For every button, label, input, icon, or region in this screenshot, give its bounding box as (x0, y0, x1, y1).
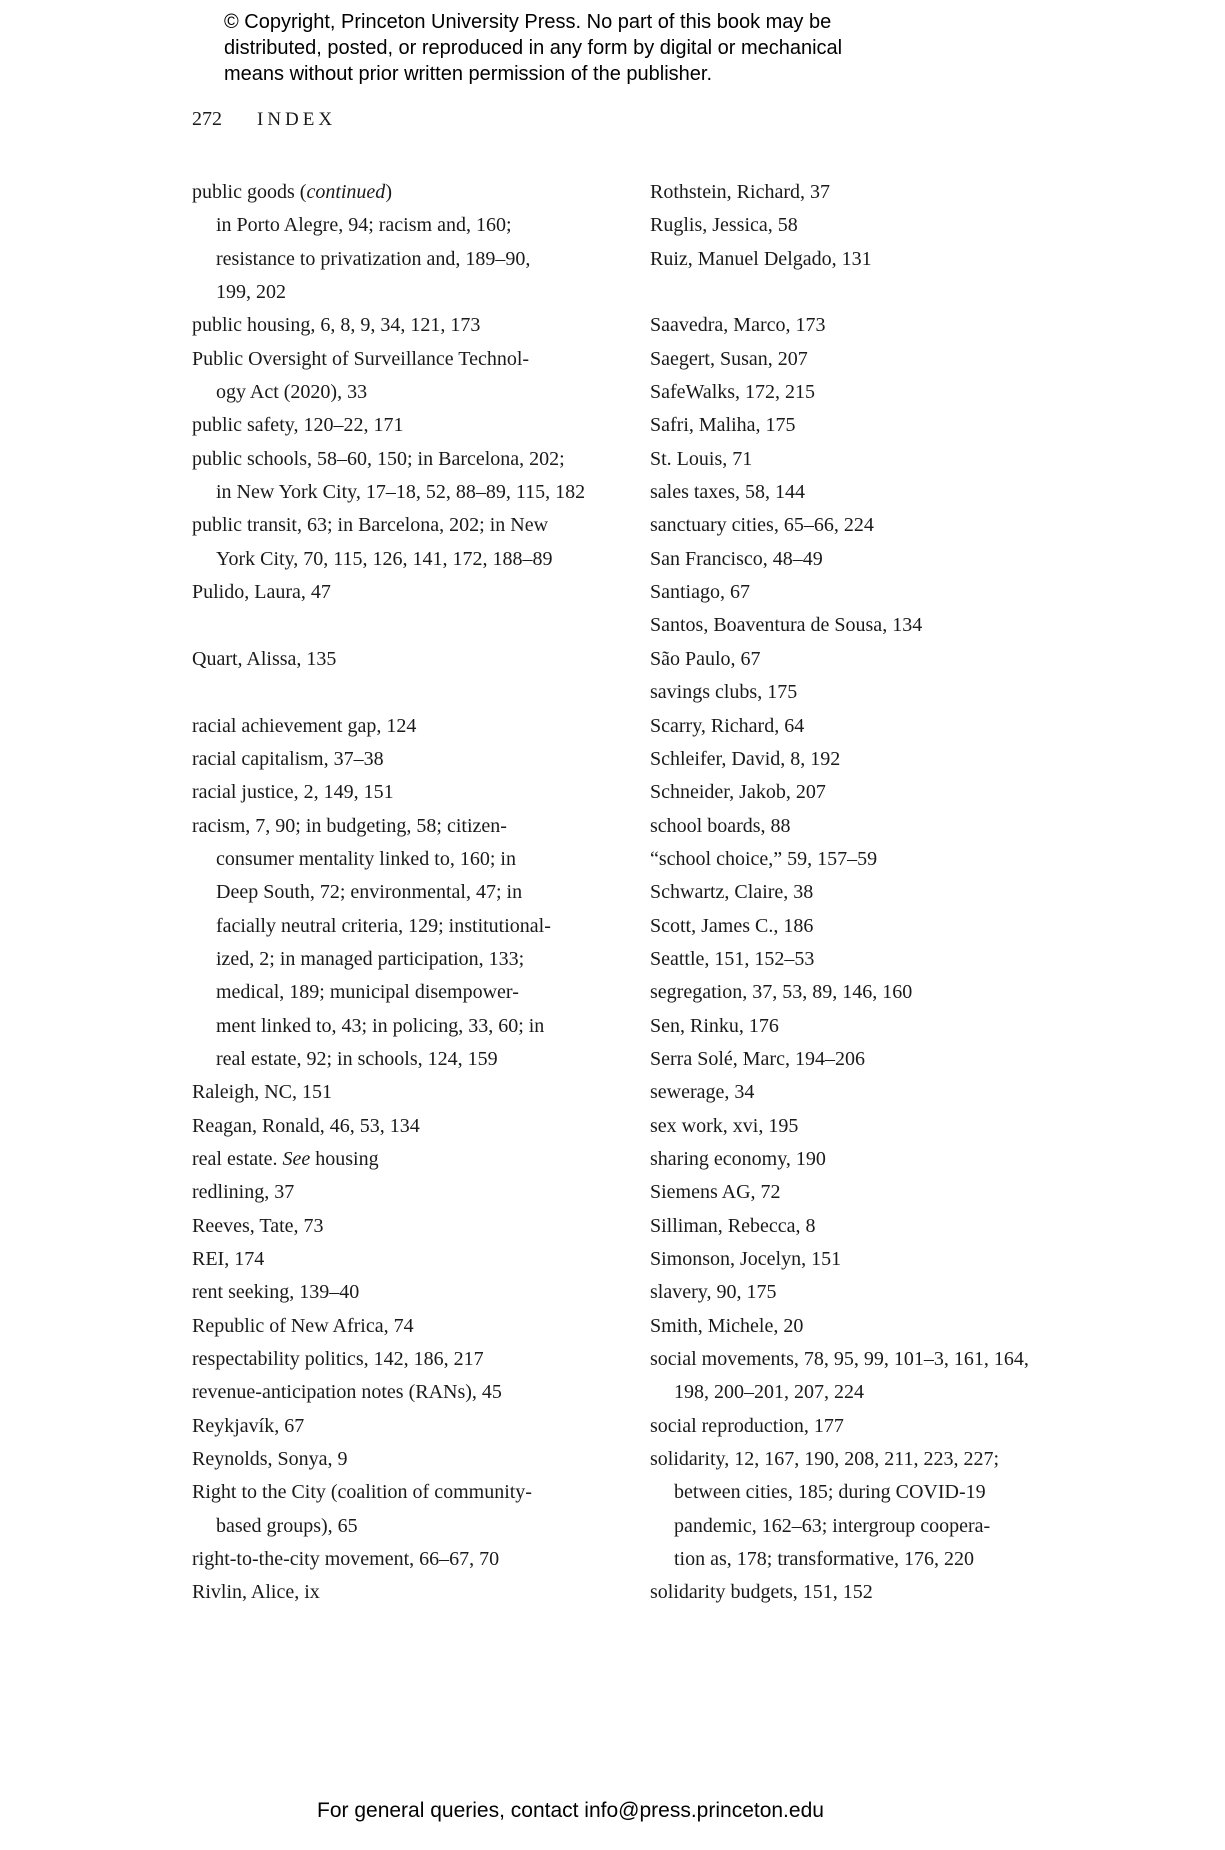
index-line-text: solidarity, 12, 167, 190, 208, 211, 223, 227; (650, 1448, 1000, 1471)
index-line-text: continued (306, 181, 386, 203)
index-line (192, 309, 585, 342)
index-line-text: between cities, 185; during COVID-19 (674, 1481, 986, 1504)
section-title: INDEX (257, 109, 337, 130)
index-line-text: in Porto Alegre, 94; racism and, 160; (216, 214, 512, 237)
index-line-text: Ruglis, Jessica, 58 (650, 214, 798, 237)
index-line-text: solidarity budgets, 151, 152 (650, 1581, 873, 1604)
index-line-text: Smith, Michele, 20 (650, 1314, 804, 1337)
index-line (650, 1310, 1029, 1343)
index-line-text: Saegert, Susan, 207 (650, 347, 808, 370)
index-line (192, 343, 585, 376)
index-line-text: Silliman, Rebecca, 8 (650, 1214, 816, 1237)
index-line (650, 609, 1029, 642)
index-line-text: Schleifer, David, 8, 192 (650, 747, 841, 770)
index-line (192, 543, 585, 576)
index-line (650, 643, 1029, 676)
footer-contact-text: For general queries, contact info@press.princeton.edu (317, 1799, 824, 1822)
index-line-text: Siemens AG, 72 (650, 1181, 781, 1204)
index-line (192, 843, 585, 876)
index-line (192, 1176, 585, 1209)
index-line-text: pandemic, 162–63; intergroup coopera- (674, 1514, 991, 1537)
index-line (650, 976, 1029, 1009)
index-line (192, 209, 585, 242)
copyright-line: means without prior written permission of the publisher. (224, 63, 713, 85)
index-line-text: real estate, 92; in schools, 124, 159 (216, 1047, 498, 1070)
index-line-text: Reykjavík, 67 (192, 1414, 305, 1437)
index-line (192, 1376, 585, 1409)
index-line-text: Rivlin, Alice, ix (192, 1581, 320, 1604)
index-line-text: San Francisco, 48–49 (650, 547, 823, 570)
index-line-text: school boards, 88 (650, 814, 791, 837)
index-line (650, 1243, 1029, 1276)
index-line (650, 1343, 1029, 1376)
index-line (192, 1110, 585, 1143)
index-line (192, 376, 585, 409)
index-line-text: tion as, 178; transformative, 176, 220 (674, 1548, 974, 1571)
index-line (192, 176, 585, 209)
index-line (192, 1043, 585, 1076)
index-line-text: in New York City, 17–18, 52, 88–89, 115, 182 (216, 481, 586, 504)
index-line (650, 1210, 1029, 1243)
index-line-text: public schools, 58–60, 150; in Barcelona, 202; (192, 447, 565, 470)
index-line (192, 1443, 585, 1476)
index-line-text: sanctuary cities, 65–66, 224 (650, 514, 874, 537)
index-line (650, 443, 1029, 476)
index-line-text: public transit, 63; in Barcelona, 202; in New (192, 514, 549, 537)
index-line-text: “school choice,” 59, 157–59 (650, 847, 878, 870)
index-line (192, 1543, 585, 1576)
index-line-text: 198, 200–201, 207, 224 (674, 1381, 864, 1404)
index-left-column (192, 176, 585, 1610)
index-line (650, 776, 1029, 809)
index-line (650, 376, 1029, 409)
index-line (650, 543, 1029, 576)
copyright-notice (224, 9, 842, 87)
index-line-text: based groups), 65 (216, 1514, 358, 1537)
index-line (192, 476, 585, 509)
index-line-text: racism, 7, 90; in budgeting, 58; citizen- (192, 814, 507, 837)
index-line-text: Safri, Maliha, 175 (650, 414, 796, 437)
index-line-text: Reeves, Tate, 73 (192, 1214, 324, 1237)
index-line-text: Reagan, Ronald, 46, 53, 134 (192, 1114, 420, 1137)
copyright-line: distributed, posted, or reproduced in any form by digital or mechanical (224, 37, 843, 59)
index-line (650, 876, 1029, 909)
index-line-text: Schneider, Jakob, 207 (650, 781, 826, 804)
index-line (650, 509, 1029, 542)
index-line-text: Santiago, 67 (650, 581, 750, 604)
index-line (650, 843, 1029, 876)
index-line (192, 710, 585, 743)
index-line-text: resistance to privatization and, 189–90, (216, 247, 531, 270)
index-line (650, 243, 1029, 276)
index-line (650, 476, 1029, 509)
index-line (650, 343, 1029, 376)
index-line-text: SafeWalks, 172, 215 (650, 381, 816, 404)
index-line-text: Santos, Boaventura de Sousa, 134 (650, 614, 923, 637)
index-line (192, 1210, 585, 1243)
index-line (650, 309, 1029, 342)
index-line-blank (650, 276, 1029, 309)
index-line-text: ized, 2; in managed participation, 133; (216, 947, 525, 970)
page-number: 272 (192, 108, 222, 130)
index-line-text: rent seeking, 139–40 (192, 1281, 360, 1304)
index-line-text: Scott, James C., 186 (650, 914, 814, 937)
index-line (192, 1576, 585, 1609)
index-line-text: REI, 174 (192, 1248, 265, 1270)
index-line-text: Right to the City (coalition of community- (192, 1481, 532, 1504)
index-line (192, 509, 585, 542)
index-right-column (650, 176, 1029, 1610)
index-line-text: sales taxes, 58, 144 (650, 481, 805, 504)
index-line-text: facially neutral criteria, 129; institutional- (216, 914, 551, 937)
index-line (192, 1243, 585, 1276)
index-line-text: Quart, Alissa, 135 (192, 647, 337, 670)
index-line-text: St. Louis, 71 (650, 447, 753, 470)
index-line-text: respectability politics, 142, 186, 217 (192, 1348, 484, 1371)
index-line-text: racial capitalism, 37–38 (192, 747, 384, 770)
index-line (650, 1376, 1029, 1409)
index-line-text: real estate. (192, 1147, 283, 1170)
index-line (650, 810, 1029, 843)
index-line (192, 243, 585, 276)
index-line-text: slavery, 90, 175 (650, 1281, 777, 1304)
index-line (192, 743, 585, 776)
index-line-text: racial justice, 2, 149, 151 (192, 781, 394, 804)
index-line-text: Scarry, Richard, 64 (650, 714, 805, 737)
index-line-text: Republic of New Africa, 74 (192, 1314, 414, 1337)
index-line (650, 1076, 1029, 1109)
index-line (650, 943, 1029, 976)
index-line-text: redlining, 37 (192, 1181, 295, 1204)
index-line (192, 1510, 585, 1543)
index-line-blank (192, 609, 585, 642)
index-line-text: sex work, xvi, 195 (650, 1114, 799, 1137)
index-line (192, 443, 585, 476)
index-line-text: Simonson, Jocelyn, 151 (650, 1248, 842, 1270)
index-line (192, 810, 585, 843)
index-line (192, 643, 585, 676)
index-line (650, 1476, 1029, 1509)
index-line (650, 1276, 1029, 1309)
index-line (650, 1043, 1029, 1076)
copyright-line: © Copyright, Princeton University Press. No part of this book may be (224, 11, 832, 33)
index-line-text: savings clubs, 175 (650, 681, 798, 704)
index-line-text: public safety, 120–22, 171 (192, 414, 404, 437)
index-line-text: revenue-anticipation notes (RANs), 45 (192, 1381, 502, 1404)
index-line-text: See (282, 1147, 311, 1170)
index-line-text: right-to-the-city movement, 66–67, 70 (192, 1548, 500, 1571)
index-line-text: segregation, 37, 53, 89, 146, 160 (650, 981, 913, 1004)
index-line-text: housing (310, 1147, 379, 1170)
index-line (192, 1143, 585, 1176)
index-line-text: Rothstein, Richard, 37 (650, 181, 830, 203)
index-line (192, 576, 585, 609)
index-line-text: social reproduction, 177 (650, 1414, 844, 1437)
index-line (650, 1110, 1029, 1143)
index-line (192, 776, 585, 809)
index-line (192, 876, 585, 909)
index-line (192, 1310, 585, 1343)
index-line (650, 1543, 1029, 1576)
index-line (192, 1076, 585, 1109)
index-line (650, 710, 1029, 743)
index-line-text: ment linked to, 43; in policing, 33, 60; in (216, 1014, 545, 1037)
index-line (192, 276, 585, 309)
index-line (650, 1143, 1029, 1176)
index-line (650, 1176, 1029, 1209)
index-line-text: York City, 70, 115, 126, 141, 172, 188–89 (216, 547, 553, 570)
page-header (192, 108, 336, 131)
index-line-text: Serra Solé, Marc, 194–206 (650, 1047, 865, 1070)
index-line-text: ) (385, 181, 392, 203)
index-line-text: sewerage, 34 (650, 1081, 755, 1104)
index-line (650, 1576, 1029, 1609)
index-line (192, 1343, 585, 1376)
index-line (192, 1276, 585, 1309)
index-line (650, 576, 1029, 609)
index-line (650, 743, 1029, 776)
index-line-text: Pulido, Laura, 47 (192, 581, 331, 604)
index-line (192, 943, 585, 976)
index-line (192, 409, 585, 442)
index-line-text: Reynolds, Sonya, 9 (192, 1448, 348, 1471)
index-line-blank (192, 676, 585, 709)
index-line-text: Schwartz, Claire, 38 (650, 881, 814, 904)
index-line (650, 910, 1029, 943)
index-line-text: São Paulo, 67 (650, 647, 761, 670)
index-line (650, 676, 1029, 709)
index-line (650, 1410, 1029, 1443)
index-line-text: racial achievement gap, 124 (192, 714, 417, 737)
index-line-text: Seattle, 151, 152–53 (650, 947, 815, 970)
index-line (192, 1476, 585, 1509)
index-line (650, 176, 1029, 209)
index-line (650, 409, 1029, 442)
index-line-text: Raleigh, NC, 151 (192, 1081, 332, 1104)
index-line-text: Deep South, 72; environmental, 47; in (216, 881, 523, 904)
index-line-text: ogy Act (2020), 33 (216, 381, 368, 404)
index-line (192, 1410, 585, 1443)
index-line-text: medical, 189; municipal disempower- (216, 981, 519, 1004)
index-line-text: Sen, Rinku, 176 (650, 1014, 779, 1037)
index-line-text: Public Oversight of Surveillance Technol- (192, 347, 530, 370)
index-line-text: consumer mentality linked to, 160; in (216, 847, 516, 870)
index-line (650, 1010, 1029, 1043)
index-line (192, 910, 585, 943)
index-line-text: public goods ( (192, 181, 307, 203)
index-line (650, 209, 1029, 242)
index-line (192, 976, 585, 1009)
index-line (192, 1010, 585, 1043)
index-line (650, 1443, 1029, 1476)
index-line-text: Saavedra, Marco, 173 (650, 314, 826, 337)
index-line-text: 199, 202 (216, 281, 286, 304)
index-line (650, 1510, 1029, 1543)
index-line-text: Ruiz, Manuel Delgado, 131 (650, 247, 872, 270)
index-line-text: public housing, 6, 8, 9, 34, 121, 173 (192, 314, 481, 337)
index-line-text: social movements, 78, 95, 99, 101–3, 161, 164, (650, 1348, 1029, 1371)
index-line-text: sharing economy, 190 (650, 1147, 826, 1170)
